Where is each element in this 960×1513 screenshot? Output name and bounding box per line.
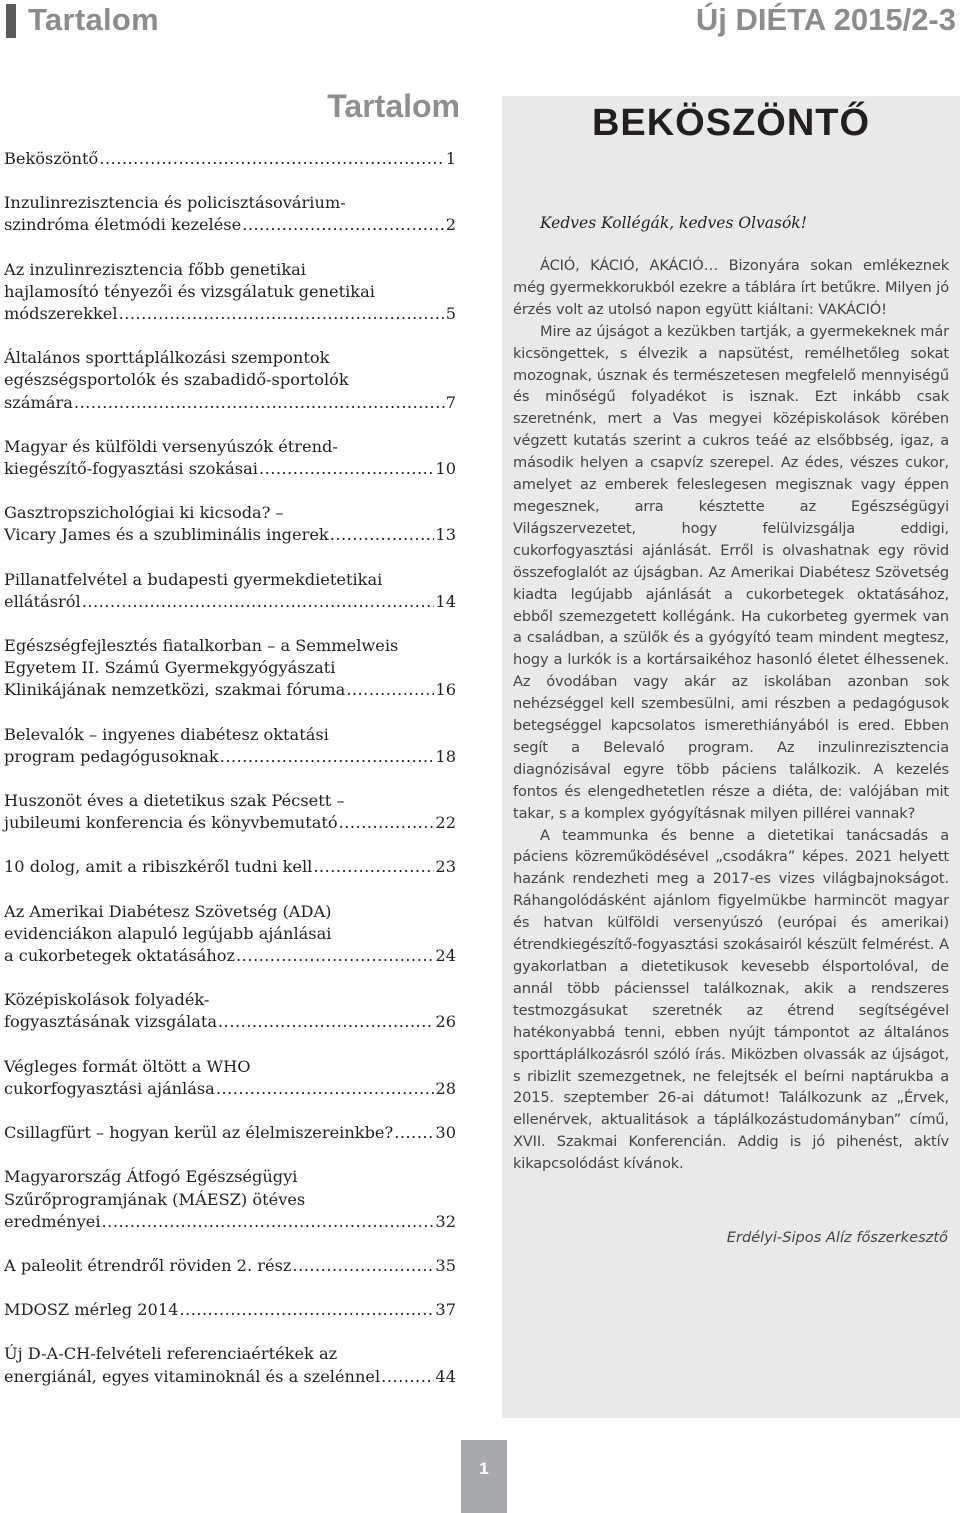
toc-page-number: 35	[435, 1255, 456, 1275]
toc-page-number: 23	[435, 857, 456, 877]
toc-entry-title-line: Gasztropszichológiai ki kicsoda? –	[4, 503, 284, 523]
toc-entry[interactable]	[4, 1299, 456, 1321]
toc-entry[interactable]	[4, 1056, 456, 1100]
header-journal-issue: Új DIÉTA 2015/2-3	[695, 2, 956, 37]
toc-entry[interactable]	[4, 790, 456, 834]
header-accent-bar	[6, 4, 16, 38]
toc-dot-leader	[330, 524, 435, 546]
toc-entry-title-line: evidenciákon alapuló legújabb ajánlásai	[4, 923, 332, 943]
toc-entry[interactable]	[4, 1166, 456, 1233]
toc-entry-title-line: Új D-A-CH-felvételi referenciaértékek az	[4, 1344, 338, 1364]
toc-dot-leader	[218, 1011, 434, 1033]
toc-entry-last-line	[4, 679, 456, 701]
toc-entry-last-line	[4, 746, 456, 768]
toc-page-number: 37	[435, 1300, 456, 1320]
toc-page-number: 10	[435, 459, 456, 479]
toc-dot-leader	[216, 1078, 435, 1100]
toc-entry[interactable]	[4, 569, 456, 613]
toc-entry-last-line	[4, 856, 456, 878]
toc-entry-title-line: Az inzulinrezisztencia főbb genetikai	[4, 259, 306, 279]
greeting-paragraph: ÁCIÓ, KÁCIÓ, AKÁCIÓ… Bizonyára sokan emlékeznek még gyermekkorukból ezekre a táblára írt betűkre. Milyen jó érzés volt az utolsó napon együtt kiáltani: VAKÁCIÓ!	[513, 257, 949, 318]
toc-page-number: 16	[435, 680, 456, 700]
greeting-column	[502, 96, 960, 1418]
toc-entry[interactable]	[4, 1343, 456, 1387]
toc-entry-last-line	[4, 812, 456, 834]
toc-page-number: 13	[435, 525, 456, 545]
toc-entry-last-line	[4, 1366, 456, 1388]
toc-dot-leader	[242, 214, 444, 236]
toc-entry-last-line	[4, 458, 456, 480]
toc-entry-last-line	[4, 524, 456, 546]
toc-dot-leader	[220, 746, 435, 768]
toc-entry[interactable]	[4, 436, 456, 480]
toc-entry-last-line	[4, 1255, 456, 1277]
toc-entry-title-line: ellátásról	[4, 591, 81, 611]
header-section-title: Tartalom	[28, 2, 160, 37]
toc-page-number: 7	[445, 392, 456, 412]
toc-entry-title-line: Általános sporttáplálkozási szempontok	[4, 348, 330, 368]
toc-page-number: 24	[435, 946, 456, 966]
toc-dot-leader	[313, 856, 434, 878]
toc-dot-leader	[259, 458, 434, 480]
toc-entry[interactable]	[4, 259, 456, 326]
toc-entry-title-line: kiegészítő-fogyasztási szokásai	[4, 459, 258, 479]
toc-dot-leader	[74, 392, 445, 414]
toc-entry-title-line: Végleges formát öltött a WHO	[4, 1056, 251, 1076]
toc-entry-title-line: Csillagfürt – hogyan kerül az élelmiszereinkbe?	[4, 1123, 394, 1143]
toc-page-number: 26	[435, 1012, 456, 1032]
toc-dot-leader	[292, 1255, 434, 1277]
editor-signature: Erdélyi-Sipos Alíz főszerkesztő	[726, 1229, 948, 1246]
toc-dot-leader	[394, 1122, 434, 1144]
greeting-paragraph: Mire az újságot a kezükben tartják, a gyermekeknek már kicsöngettek, s élvezik a napsütést, remélhetőleg sokat mozognak, úsznak és természetesen megfelelő mennyiségű és minőségű folyadékot is isznak. Ezt inkább csak szeretnénk, mert a Vas megyei középiskolások körében végzett kutatás szerint a cukros teáé az elsőbbség, igaz, a második helyen a csapvíz szerepel. Az édes, vészes cukor, amelyet az emberek feleslegesen megisznak vagy éppen megesznek, arra késztette az Egészségügyi Világszervezetet, hogy felülvizsgálja eddigi, cukorfogyasztási ajánlását. Erről is olvashatnak egy rövid összefoglalót az újságban. Az Amerikai Diabétesz Szövetség kiadta legújabb ajánlását a cukorbetegek oktatásához, ebből szemezgetett kollégánk. Ha cukorbeteg gyermek van a családban, a szülők és a gyógyító team mindent megtesz, hogy a lurkók is a kortársaikéhoz hasonló életet élhessenek. Az óvodában vagy akár az iskolában azonban sok nehézséggel kell szembesülni, ami részben a pedagógusok betegséggel kapcsolatos ismerethiányából is ered. Ebben segít a Belevaló program. Az inzulinrezisztencia diagnózisával egyre több páciens találkozik. A kezelés fontos és elengedhetetlen része a diéta, de: valójában mit takar, s a komplex gyógyításnak milyen pillérei vannak?	[513, 322, 949, 822]
toc-dot-leader	[339, 812, 435, 834]
toc-entry-title-line: számára	[4, 392, 73, 412]
greeting-salutation: Kedves Kollégák, kedves Olvasók!	[540, 214, 807, 232]
toc-dot-leader	[99, 148, 444, 170]
toc-entry-title-line: eredményei	[4, 1211, 101, 1231]
toc-dot-leader	[236, 945, 434, 967]
toc-entry[interactable]	[4, 502, 456, 546]
page-number: 1	[461, 1440, 507, 1513]
toc-entry-title-line: Klinikájának nemzetközi, szakmai fóruma	[4, 680, 346, 700]
toc-entry-title-line: Szűrőprogramjának (MÁESZ) ötéves	[4, 1189, 306, 1209]
toc-dot-leader	[82, 591, 435, 613]
toc-entry-title-line: egészségsportolók és szabadidő-sportolók	[4, 370, 349, 390]
toc-dot-leader	[119, 303, 445, 325]
table-of-contents	[4, 148, 456, 1410]
toc-page-number: 32	[435, 1211, 456, 1231]
toc-entry-last-line	[4, 1011, 456, 1033]
toc-title: Tartalom	[327, 88, 460, 124]
toc-entry-last-line	[4, 591, 456, 613]
toc-entry-title-line: Beköszöntő	[4, 149, 99, 168]
toc-entry[interactable]	[4, 1122, 456, 1144]
toc-page-number: 30	[435, 1123, 456, 1143]
page-header	[0, 0, 960, 46]
toc-entry-title-line: Huszonöt éves a dietetikus szak Pécsett –	[4, 791, 345, 811]
toc-page-number: 1	[445, 149, 456, 168]
toc-entry-title-line: Egyetem II. Számú Gyermekgyógyászati	[4, 658, 336, 678]
toc-entry[interactable]	[4, 901, 456, 968]
toc-page-number: 5	[445, 304, 456, 324]
toc-entry-last-line	[4, 148, 456, 170]
toc-entry-title-line: program pedagógusoknak	[4, 746, 219, 766]
toc-entry-last-line	[4, 1078, 456, 1100]
greeting-body	[513, 255, 949, 1175]
toc-entry[interactable]	[4, 724, 456, 768]
toc-page-number: 44	[435, 1366, 456, 1386]
toc-entry-title-line: Középiskolások folyadék-	[4, 990, 210, 1010]
toc-page-number: 14	[435, 591, 456, 611]
toc-page-number: 22	[435, 813, 456, 833]
greeting-title: BEKÖSZÖNTŐ	[591, 102, 871, 144]
toc-entry-last-line	[4, 392, 456, 414]
toc-entry-last-line	[4, 1299, 456, 1321]
toc-entry-title-line: MDOSZ mérleg 2014	[4, 1300, 179, 1320]
toc-entry[interactable]	[4, 989, 456, 1033]
toc-entry[interactable]	[4, 1255, 456, 1277]
toc-dot-leader	[179, 1299, 434, 1321]
toc-entry-title-line: hajlamosító tényezői és vizsgálatuk genetikai	[4, 281, 375, 301]
toc-entry[interactable]	[4, 192, 456, 236]
toc-entry[interactable]	[4, 635, 456, 702]
toc-entry-title-line: cukorfogyasztási ajánlása	[4, 1078, 215, 1098]
toc-dot-leader	[346, 679, 434, 701]
toc-page-number: 28	[435, 1078, 456, 1098]
toc-entry-title-line: energiánál, egyes vitaminoknál és a szelénnel	[4, 1366, 381, 1386]
toc-entry-title-line: Pillanatfelvétel a budapesti gyermekdietetikai	[4, 569, 383, 589]
toc-entry-title-line: jubileumi konferencia és könyvbemutató	[4, 813, 338, 833]
toc-page-number: 18	[435, 746, 456, 766]
toc-entry[interactable]	[4, 148, 456, 170]
greeting-paragraph: A teammunka és benne a dietetikai tanácsadás a páciens közreműködésével „csodákra” képes. 2021 helyett hazánk rendezheti meg a 2017-es vizes világbajnokságot. Ráhangolódásként ajánlom figyelmükbe harmincöt magyar és hatvan külföldi versenyúszó (európai és amerikai) étrendkiegészítő-fogyasztási szokásairól készült felmérést. A gyakorlatban a dietetikusok kevesebb élsportolóval, de annál több pácienssel találkoznak, akik a rendszeres testmozgásukat szeretnék az étrend segítségével hatékonyabbá tenni, ebben nyújt támpontot az általános sporttáplálkozásról szóló írás. Miközben olvassák az újságot, s ribizlit szemezgetnek, ne felejtsék el beírni naptárukba a 2015. szeptember 26-ai dátumot! Találkozunk az „Érvek, ellenérvek, aktualitások a táplálkozástudományban” című, XVII. Szakmai Konferencián. Addig is jó pihenést, aktív kikapcsolódást kívánok.	[513, 826, 949, 1173]
toc-entry-title-line: módszerekkel	[4, 304, 118, 324]
toc-page-number: 2	[445, 215, 456, 235]
toc-entry-last-line	[4, 303, 456, 325]
toc-entry-title-line: szindróma életmódi kezelése	[4, 215, 242, 235]
toc-entry-title-line: fogyasztásának vizsgálata	[4, 1012, 218, 1032]
toc-entry-title-line: Magyar és külföldi versenyúszók étrend-	[4, 436, 338, 456]
toc-entry-last-line	[4, 1122, 456, 1144]
toc-entry-last-line	[4, 214, 456, 236]
toc-entry[interactable]	[4, 856, 456, 878]
toc-entry-title-line: Magyarország Átfogó Egészségügyi	[4, 1167, 298, 1187]
toc-entry-last-line	[4, 945, 456, 967]
toc-entry-title-line: Vicary James és a szubliminális ingerek	[4, 525, 329, 545]
toc-dot-leader	[102, 1211, 435, 1233]
toc-entry-title-line: Egészségfejlesztés fiatalkorban – a Semmelweis	[4, 636, 399, 656]
toc-dot-leader	[381, 1366, 434, 1388]
toc-entry-title-line: A paleolit étrendről röviden 2. rész	[4, 1255, 292, 1275]
toc-entry-title-line: Belevalók – ingyenes diabétesz oktatási	[4, 724, 329, 744]
toc-entry-title-line: Az Amerikai Diabétesz Szövetség (ADA)	[4, 901, 332, 921]
toc-entry-title-line: 10 dolog, amit a ribiszkéről tudni kell	[4, 857, 313, 877]
toc-entry-title-line: a cukorbetegek oktatásához	[4, 946, 236, 966]
toc-entry-last-line	[4, 1211, 456, 1233]
toc-entry[interactable]	[4, 347, 456, 414]
toc-entry-title-line: Inzulinrezisztencia és policisztásovárium-	[4, 193, 346, 213]
